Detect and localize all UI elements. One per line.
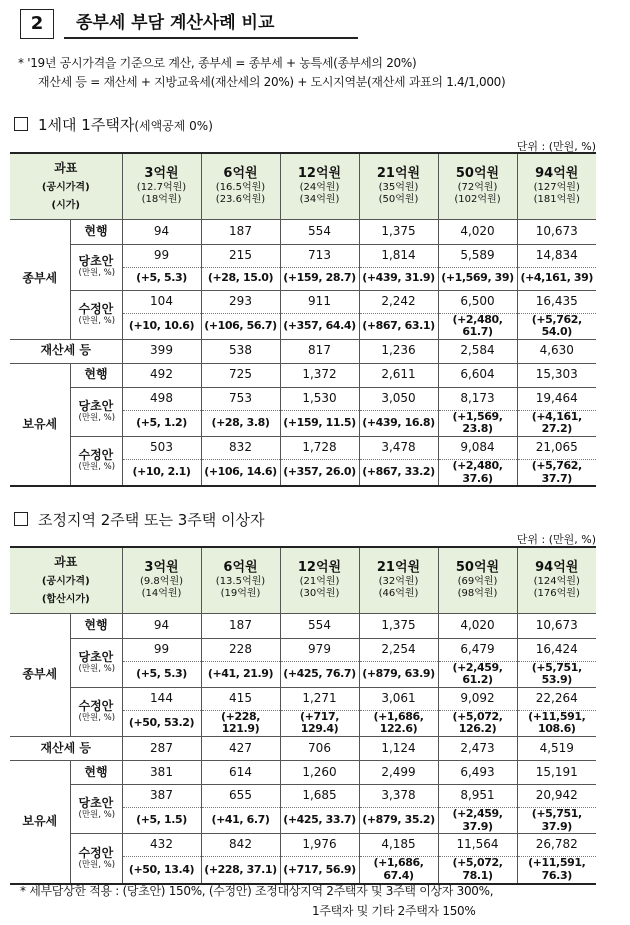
table-cell: 187 (201, 613, 280, 638)
table-cell: 3,478 (359, 437, 438, 460)
table-cell: 22,264 (517, 687, 596, 710)
table-row (10, 834, 596, 857)
table-cell: (+1,686, 122.6) (359, 710, 438, 736)
table1-unit: 단위 : (만원, %) (516, 140, 596, 153)
table-cell: 4,020 (438, 219, 517, 244)
table-cell: 538 (201, 339, 280, 363)
table-cell: 725 (201, 363, 280, 387)
table-cell: 1,530 (280, 387, 359, 410)
row-label-revised: 수정안 (만원, %) (70, 437, 122, 487)
table-cell: 2,473 (438, 737, 517, 761)
table-cell: (+5,762, 37.7) (517, 460, 596, 487)
checkbox-square-icon (14, 512, 28, 526)
table-cell: (+5,072, 78.1) (438, 857, 517, 884)
table-cell: (+5,751, 53.9) (517, 661, 596, 687)
table-cell: 1,372 (280, 363, 359, 387)
table2-title-text: 조정지역 2주택 또는 3주택 이상자 (38, 511, 265, 529)
table-cell: (+159, 28.7) (280, 267, 359, 290)
table-cell: 10,673 (517, 613, 596, 638)
group-label-holding-tax: 보유세 (10, 761, 70, 884)
row-label-draft: 당초안 (만원, %) (70, 638, 122, 687)
footnote-line-2: 1주택자 및 기타 2주택자 150% (312, 904, 476, 918)
column-header: 12억원 (24억원) (34억원) (280, 153, 359, 219)
table-cell: (+357, 26.0) (280, 460, 359, 487)
table-row (10, 437, 596, 460)
table-cell: (+879, 63.9) (359, 661, 438, 687)
table-cell: (+717, 56.9) (280, 857, 359, 884)
table-cell: 14,834 (517, 244, 596, 267)
table-cell: 10,673 (517, 219, 596, 244)
table-cell: 228 (201, 638, 280, 661)
table-cell: 6,604 (438, 363, 517, 387)
table-cell: (+1,569, 39) (438, 267, 517, 290)
table-cell: (+5, 5.3) (122, 661, 201, 687)
column-header: 21억원 (35억원) (50억원) (359, 153, 438, 219)
table-cell: (+2,480, 61.7) (438, 313, 517, 339)
table-row (10, 339, 596, 363)
table-cell: (+106, 14.6) (201, 460, 280, 487)
table-cell: (+425, 76.7) (280, 661, 359, 687)
table-cell: (+5, 1.2) (122, 410, 201, 436)
table-cell: 16,435 (517, 290, 596, 313)
table-cell: 5,589 (438, 244, 517, 267)
column-header: 50억원 (69억원) (98억원) (438, 547, 517, 613)
section-number: 2 (20, 9, 54, 39)
group-label-jongbu: 종부세 (10, 219, 70, 339)
table-cell: (+41, 6.7) (201, 808, 280, 834)
table-cell: 817 (280, 339, 359, 363)
table-cell: 381 (122, 761, 201, 785)
table-cell: 4,630 (517, 339, 596, 363)
table-cell: 554 (280, 219, 359, 244)
table-cell: 215 (201, 244, 280, 267)
table-cell: (+5,072, 126.2) (438, 710, 517, 736)
table2-unit: 단위 : (만원, %) (516, 533, 596, 546)
table-cell: (+11,591, 76.3) (517, 857, 596, 884)
table-cell: 415 (201, 687, 280, 710)
row-label-draft: 당초안 (만원, %) (70, 785, 122, 834)
table-cell: 99 (122, 244, 201, 267)
table-cell: 9,084 (438, 437, 517, 460)
table-cell: 832 (201, 437, 280, 460)
table-cell: 399 (122, 339, 201, 363)
table-header-row (10, 547, 596, 613)
table-cell: 503 (122, 437, 201, 460)
table-cell: 1,685 (280, 785, 359, 808)
note-line-2: 재산세 등 = 재산세 + 지방교육세(재산세의 20%) + 도시지역분(재산세 과표의 1.4/1,000) (38, 75, 506, 89)
table-cell: (+11,591, 108.6) (517, 710, 596, 736)
table-cell: (+50, 13.4) (122, 857, 201, 884)
header-label: 과표 (공시가격) (시가) (10, 153, 122, 219)
column-header: 3억원 (12.7억원) (18억원) (122, 153, 201, 219)
table-cell: 1,728 (280, 437, 359, 460)
table-cell: 498 (122, 387, 201, 410)
table-cell: 842 (201, 834, 280, 857)
table-cell: 1,976 (280, 834, 359, 857)
table-cell: (+28, 15.0) (201, 267, 280, 290)
table-cell: 614 (201, 761, 280, 785)
table-cell: 20,942 (517, 785, 596, 808)
table-cell: 2,584 (438, 339, 517, 363)
table-cell: 2,254 (359, 638, 438, 661)
table-cell: 6,493 (438, 761, 517, 785)
table-cell: (+2,480, 37.6) (438, 460, 517, 487)
table-cell: 1,236 (359, 339, 438, 363)
row-label-revised: 수정안 (만원, %) (70, 834, 122, 884)
table-cell: (+357, 64.4) (280, 313, 359, 339)
table-cell: (+717, 129.4) (280, 710, 359, 736)
table-cell: 427 (201, 737, 280, 761)
table-cell: 753 (201, 387, 280, 410)
table1 (10, 152, 596, 487)
checkbox-square-icon (14, 117, 28, 131)
table-row (10, 244, 596, 267)
table-cell: (+2,459, 37.9) (438, 808, 517, 834)
table-cell: (+10, 10.6) (122, 313, 201, 339)
table-cell: 492 (122, 363, 201, 387)
table-cell: 287 (122, 737, 201, 761)
table-cell: 3,378 (359, 785, 438, 808)
group-label-property-tax: 재산세 등 (10, 737, 122, 761)
table-cell: (+10, 2.1) (122, 460, 201, 487)
table1-title-text: 1세대 1주택자 (38, 116, 135, 134)
table-cell: (+228, 121.9) (201, 710, 280, 736)
table-cell: (+867, 33.2) (359, 460, 438, 487)
group-label-property-tax: 재산세 등 (10, 339, 122, 363)
table-cell: (+1,569, 23.8) (438, 410, 517, 436)
row-label-current: 현행 (70, 219, 122, 244)
row-label-current: 현행 (70, 613, 122, 638)
table-cell: 4,020 (438, 613, 517, 638)
column-header: 6억원 (16.5억원) (23.6억원) (201, 153, 280, 219)
table-cell: (+5,762, 54.0) (517, 313, 596, 339)
section-title: 종부세 부담 계산사례 비교 (64, 9, 358, 39)
table-row (10, 638, 596, 661)
table-cell: (+159, 11.5) (280, 410, 359, 436)
table-cell: 432 (122, 834, 201, 857)
table-row (10, 387, 596, 410)
table-cell: 16,424 (517, 638, 596, 661)
table2 (10, 546, 596, 885)
table-cell: 19,464 (517, 387, 596, 410)
row-label-current: 현행 (70, 363, 122, 387)
table1-subtitle: (세액공제 0%) (134, 119, 213, 133)
row-label-current: 현행 (70, 761, 122, 785)
table-header-row (10, 153, 596, 219)
table-cell: 11,564 (438, 834, 517, 857)
table-cell: 706 (280, 737, 359, 761)
footnote-line-1: * 세부담상한 적용 : (당초안) 150%, (수정안) 조정대상지역 2주택자 및 3주택 이상자 300%, (20, 884, 494, 898)
group-label-jongbu: 종부세 (10, 613, 70, 737)
table-cell: (+4,161, 39) (517, 267, 596, 290)
column-header: 12억원 (21억원) (30억원) (280, 547, 359, 613)
table-cell: (+439, 31.9) (359, 267, 438, 290)
table-cell: 1,260 (280, 761, 359, 785)
table-cell: 979 (280, 638, 359, 661)
table-cell: 9,092 (438, 687, 517, 710)
row-label-revised: 수정안 (만원, %) (70, 290, 122, 339)
table-cell: 4,519 (517, 737, 596, 761)
table-cell: 387 (122, 785, 201, 808)
table-cell: 1,375 (359, 219, 438, 244)
table-cell: 6,500 (438, 290, 517, 313)
column-header: 21억원 (32억원) (46억원) (359, 547, 438, 613)
row-label-revised: 수정안 (만원, %) (70, 687, 122, 736)
table-cell: 8,173 (438, 387, 517, 410)
table-cell: 94 (122, 219, 201, 244)
table-cell: 1,375 (359, 613, 438, 638)
table-cell: (+879, 35.2) (359, 808, 438, 834)
table-cell: (+439, 16.8) (359, 410, 438, 436)
table-cell: (+5, 5.3) (122, 267, 201, 290)
table-cell: 911 (280, 290, 359, 313)
column-header: 3억원 (9.8억원) (14억원) (122, 547, 201, 613)
table-cell: 293 (201, 290, 280, 313)
note-line-1: * '19년 공시가격을 기준으로 계산, 종부세 = 종부세 + 농특세(종부세의 20%) (18, 56, 417, 70)
table-cell: (+2,459, 61.2) (438, 661, 517, 687)
table-cell: 15,191 (517, 761, 596, 785)
column-header: 94억원 (127억원) (181억원) (517, 153, 596, 219)
table-cell: 26,782 (517, 834, 596, 857)
table-cell: (+228, 37.1) (201, 857, 280, 884)
table-cell: 554 (280, 613, 359, 638)
table-cell: 94 (122, 613, 201, 638)
table-cell: 713 (280, 244, 359, 267)
table-row (10, 613, 596, 638)
table-cell: 1,271 (280, 687, 359, 710)
table-cell: 3,061 (359, 687, 438, 710)
table-row (10, 687, 596, 710)
column-header: 94억원 (124억원) (176억원) (517, 547, 596, 613)
table-row (10, 363, 596, 387)
table-cell: (+5,751, 37.9) (517, 808, 596, 834)
group-label-holding-tax: 보유세 (10, 363, 70, 486)
table-cell: 4,185 (359, 834, 438, 857)
table-cell: (+425, 33.7) (280, 808, 359, 834)
table2-title (14, 509, 265, 530)
column-header: 50억원 (72억원) (102억원) (438, 153, 517, 219)
header-label: 과표 (공시가격) (합산시가) (10, 547, 122, 613)
table-row (10, 761, 596, 785)
table-cell: (+50, 53.2) (122, 710, 201, 736)
table-cell: (+106, 56.7) (201, 313, 280, 339)
section-header (20, 9, 358, 39)
table-cell: 144 (122, 687, 201, 710)
table-cell: 2,611 (359, 363, 438, 387)
table1-title (14, 114, 213, 135)
table-cell: (+28, 3.8) (201, 410, 280, 436)
table-cell: 3,050 (359, 387, 438, 410)
table-cell: (+4,161, 27.2) (517, 410, 596, 436)
table-cell: 21,065 (517, 437, 596, 460)
table-cell: 187 (201, 219, 280, 244)
table-cell: (+41, 21.9) (201, 661, 280, 687)
table-cell: 6,479 (438, 638, 517, 661)
table-cell: 655 (201, 785, 280, 808)
table-cell: 1,814 (359, 244, 438, 267)
row-label-draft: 당초안 (만원, %) (70, 387, 122, 436)
table-cell: 1,124 (359, 737, 438, 761)
row-label-draft: 당초안 (만원, %) (70, 244, 122, 290)
table-cell: (+867, 63.1) (359, 313, 438, 339)
column-header: 6억원 (13.5억원) (19억원) (201, 547, 280, 613)
table-row (10, 219, 596, 244)
table-row (10, 290, 596, 313)
table-cell: 8,951 (438, 785, 517, 808)
table-cell: (+1,686, 67.4) (359, 857, 438, 884)
table-cell: 2,499 (359, 761, 438, 785)
table-cell: 99 (122, 638, 201, 661)
table-cell: (+5, 1.5) (122, 808, 201, 834)
table-cell: 2,242 (359, 290, 438, 313)
table-row (10, 737, 596, 761)
table-cell: 104 (122, 290, 201, 313)
table-row (10, 785, 596, 808)
table-cell: 15,303 (517, 363, 596, 387)
